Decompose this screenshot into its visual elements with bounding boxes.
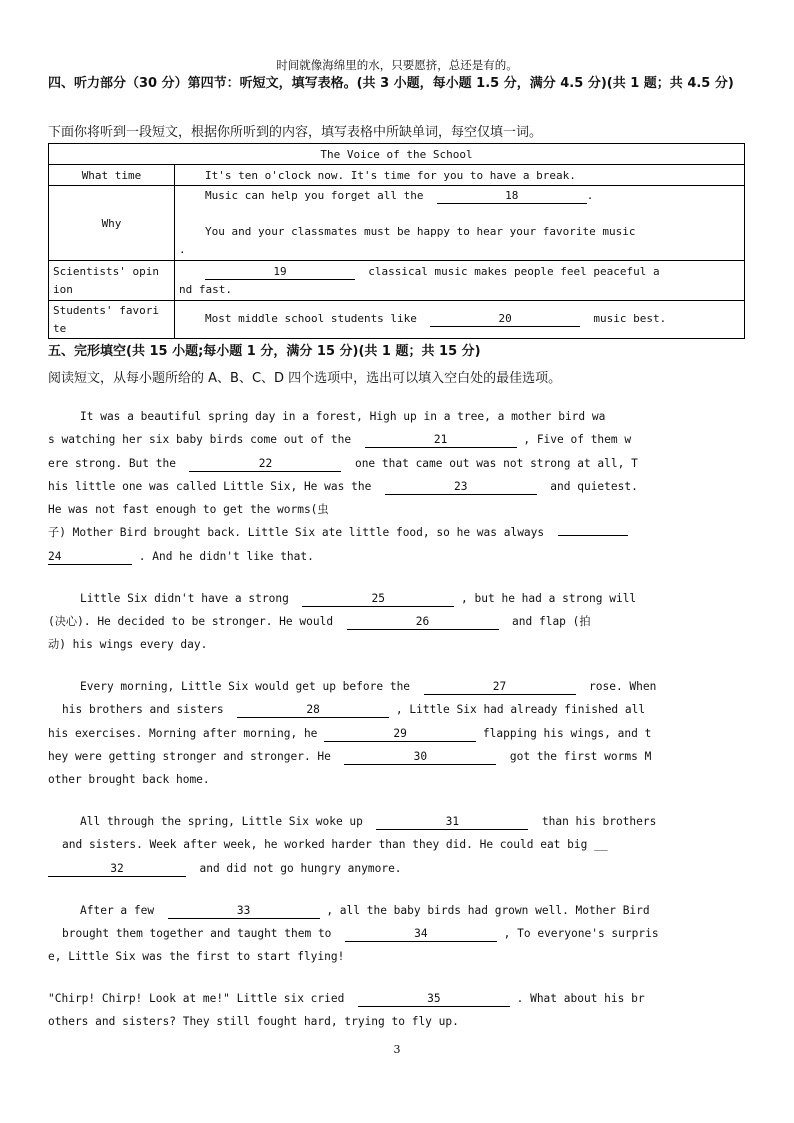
blank-32[interactable]: 32 xyxy=(48,862,186,877)
scientists-text-2: nd fast. xyxy=(179,282,232,296)
p1-line-5: He was not fast enough to get the worms(虫 xyxy=(48,503,329,516)
blank-28[interactable]: 28 xyxy=(237,703,389,718)
why-line-1: Music can help you forget all the 18 . xyxy=(205,189,594,202)
blank-31[interactable]: 31 xyxy=(376,815,528,830)
p1-line-6: 子) Mother Bird brought back. Little Six ate little food, so he was always xyxy=(48,524,748,542)
blank-29[interactable]: 29 xyxy=(324,727,476,742)
p1-line-1: It was a beautiful spring day in a forest, High up in a tree, a mother bird wa xyxy=(80,410,606,423)
section4-title: 四、听力部分（30 分）第四节：听短文，填写表格。(共 3 小题，每小题 1.5 分，满分 4.5 分)(共 1 题；共 4.5 分) xyxy=(48,76,734,91)
scientists-label: Scientists' opin ion xyxy=(49,261,175,301)
section5-instruction: 阅读短文，从每小题所给的 A、B、C、D 四个选项中，选出可以填入空白处的最佳选项。 xyxy=(48,371,562,386)
p1-line-7: 24 . And he didn't like that. xyxy=(48,550,314,563)
p5-line-3: e, Little Six was the first to start flying! xyxy=(48,950,345,963)
p2-line-1: Little Six didn't have a strong 25 , but he had a strong will xyxy=(80,592,637,605)
section4-instruction: 下面你将听到一段短文，根据你所听到的内容，填写表格中所缺单词，每空仅填一词。 xyxy=(48,125,543,140)
blank-23[interactable]: 23 xyxy=(385,480,537,495)
blank-26[interactable]: 26 xyxy=(347,615,499,630)
blank-33[interactable]: 33 xyxy=(168,904,320,919)
blank-21[interactable]: 21 xyxy=(365,433,517,448)
what-time-label: What time xyxy=(49,165,175,186)
p4-line-3: 32 and did not go hungry anymore. xyxy=(48,860,748,878)
p4-line-1: All through the spring, Little Six woke up 31 than his brothers xyxy=(80,815,657,828)
scientists-text: classical music makes people feel peaceful a xyxy=(368,264,660,278)
p3-line-5: other brought back home. xyxy=(48,773,210,786)
p5-line-2: brought them together and taught them to 34 , To everyone's surpris xyxy=(62,927,659,940)
students-text: Most middle school students like 20 music best. xyxy=(175,301,745,339)
p3-line-4: hey were getting stronger and stronger. He 30 got the first worms M xyxy=(48,750,652,763)
blank-34[interactable]: 34 xyxy=(345,927,497,942)
p1-line-4: his little one was called Little Six, He was the 23 and quietest. xyxy=(48,480,638,493)
page-header-motto: 时间就像海绵里的水，只要愿挤，总还是有的。 xyxy=(276,58,518,72)
blank-35[interactable]: 35 xyxy=(358,992,510,1007)
listening-table: The Voice of the School What time It's ten o'clock now. It's time for you to have a break. Why Music can help you forget all the 18 . You and your classmates must be happy to hear your favorite music . Scientists' opin ion 19 classical music makes people feel peaceful a nd fast. Students' favori te Most middle school students like 20 music best. xyxy=(48,143,745,339)
why-line-2: You and your classmates must be happy to hear your favorite music xyxy=(205,225,636,238)
page-number: 3 xyxy=(393,1043,401,1056)
p6-line-1: "Chirp! Chirp! Look at me!" Little six cried 35 . What about his br xyxy=(48,992,645,1005)
p3-line-3: his exercises. Morning after morning, he 29 flapping his wings, and t xyxy=(48,727,652,740)
blank-19[interactable]: 19 xyxy=(205,265,355,280)
p4-line-2: and sisters. Week after week, he worked harder than they did. He could eat big __ xyxy=(62,838,608,851)
p2-line-3: 动) his wings every day. xyxy=(48,638,208,651)
what-time-text: It's ten o'clock now. It's time for you to have a break. xyxy=(175,165,745,186)
p3-line-1: Every morning, Little Six would get up before the 27 rose. When xyxy=(80,680,657,693)
p3-line-2: his brothers and sisters 28 , Little Six had already finished all xyxy=(62,703,646,716)
p1-line-3: ere strong. But the 22 one that came out was not strong at all, T xyxy=(48,457,638,470)
students-label: Students' favori te xyxy=(49,301,175,339)
blank-27[interactable]: 27 xyxy=(424,680,576,695)
section5-title: 五、完形填空(共 15 小题;每小题 1 分，满分 15 分)(共 1 题；共 15 分) xyxy=(48,344,481,359)
p5-line-1: After a few 33 , all the baby birds had grown well. Mother Bird xyxy=(80,904,650,917)
why-label: Why xyxy=(49,186,175,261)
table-title: The Voice of the School xyxy=(49,144,745,165)
p2-line-2: (决心). He decided to be stronger. He would 26 and flap (拍 xyxy=(48,615,591,628)
blank-30[interactable]: 30 xyxy=(344,750,496,765)
blank-18[interactable]: 18 xyxy=(437,189,587,204)
blank-24[interactable]: 24 xyxy=(48,550,132,565)
blank-20[interactable]: 20 xyxy=(430,312,580,327)
p6-line-2: others and sisters? They still fought hard, trying to fly up. xyxy=(48,1015,459,1028)
blank-22[interactable]: 22 xyxy=(189,457,341,472)
blank-25[interactable]: 25 xyxy=(302,592,454,607)
p1-line-2: s watching her six baby birds come out of the 21 , Five of them w xyxy=(48,433,632,446)
